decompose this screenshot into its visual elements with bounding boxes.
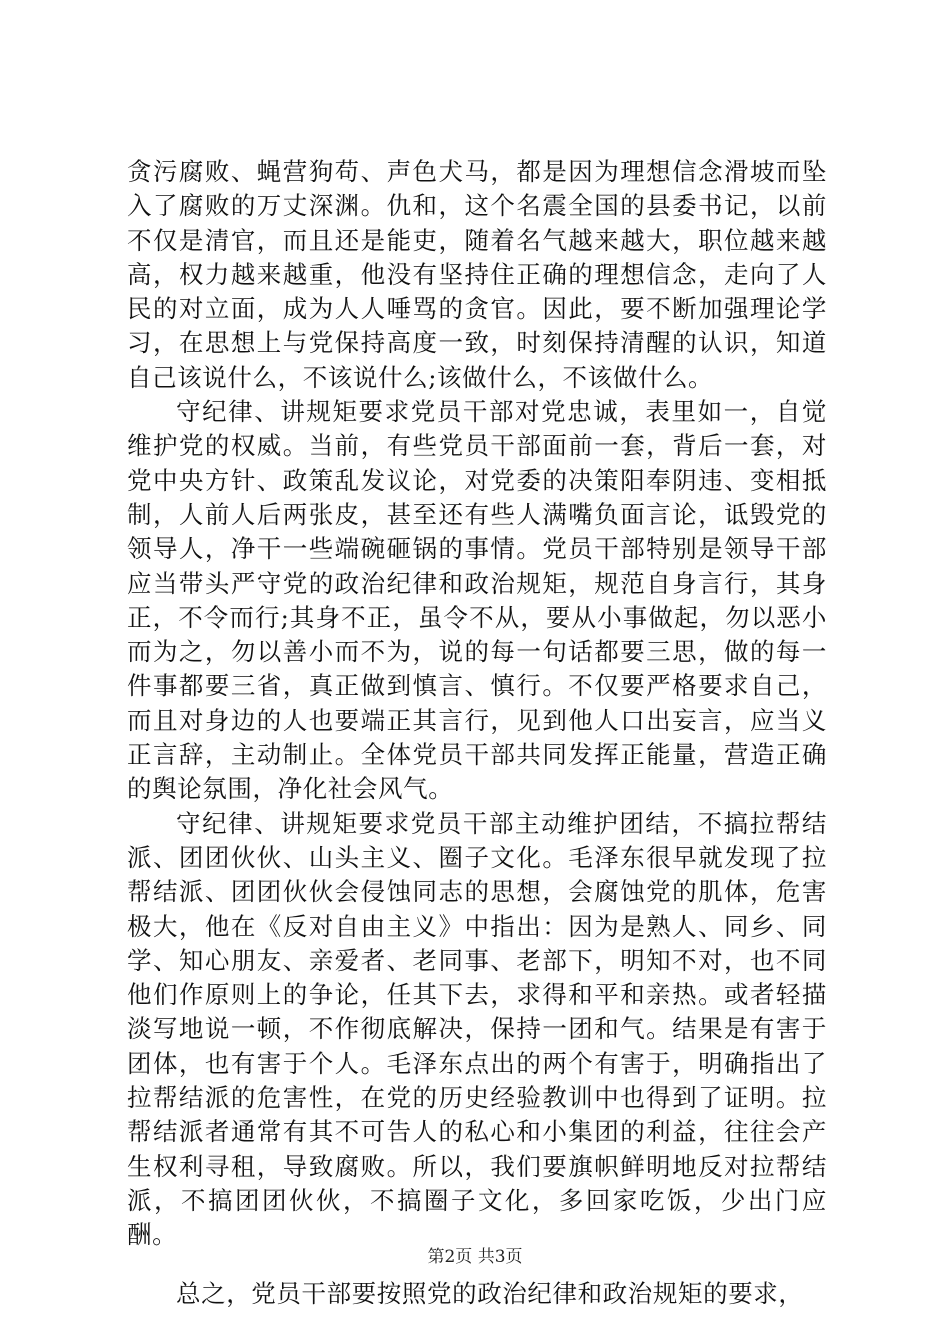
paragraph-4: 总之，党员干部要按照党的政治纪律和政治规矩的要求， bbox=[176, 1278, 804, 1308]
paragraph-2: 守纪律、讲规矩要求党员干部对党忠诚，表里如一，自觉维护党的权威。当前，有些党员干部面前一套，背后一套，对党中央方针、政策乱发议论，对党委的决策阳奉阴违、变相抵制，人前人后两张皮，甚至还有些人满嘴负面言论，诋毁党的领导人，净干一些端碗砸锅的事情。党员干部特别是领导干部应当带头严守党的政治纪律和政治规矩，规范自身言行，其身正，不令而行;其身不正，虽令不从，要从小事做起，勿以恶小而为之，勿以善小而不为，说的每一句话都要三思，做的每一件事都要三省，真正做到慎言、慎行。不仅要严格要求自己，而且对身边的人也要端正其言行，见到他人口出妄言，应当义正言辞，主动制止。全体党员干部共同发挥正能量，营造正确的舆论氛围，净化社会风气。 bbox=[127, 397, 827, 804]
paragraph-3: 守纪律、讲规矩要求党员干部主动维护团结，不搞拉帮结派、团团伙伙、山头主义、圈子文化。毛泽东很早就发现了拉帮结派、团团伙伙会侵蚀同志的思想，会腐蚀党的肌体，危害极大，他在《反对自由主义》中指出：因为是熟人、同乡、同学、知心朋友、亲爱者、老同事、老部下，明知不对，也不同他们作原则上的争论，任其下去，求得和平和亲热。或者轻描淡写地说一顿，不作彻底解决，保持一团和气。结果是有害于团体，也有害于个人。毛泽东点出的两个有害于，明确指出了拉帮结派的危害性，在党的历史经验教训中也得到了证明。拉帮结派者通常有其不可告人的私心和小集团的利益，往往会产生权利寻租，导致腐败。所以，我们要旗帜鲜明地反对拉帮结派，不搞团团伙伙，不搞圈子文化，多回家吃饭，少出门应酬。 bbox=[127, 808, 827, 1250]
page-footer: 第2页 共3页 bbox=[427, 1247, 523, 1267]
document-body bbox=[127, 155, 827, 1311]
paragraph-1: 贪污腐败、蝇营狗苟、声色犬马，都是因为理想信念滑坡而坠入了腐败的万丈深渊。仇和，这个名震全国的县委书记，以前不仅是清官，而且还是能吏，随着名气越来越大，职位越来越高，权力越来越重，他没有坚持住正确的理想信念，走向了人民的对立面，成为人人唾骂的贪官。因此，要不断加强理论学习，在思想上与党保持高度一致，时刻保持清醒的认识，知道自己该说什么，不该说什么;该做什么，不该做什么。 bbox=[127, 157, 827, 392]
